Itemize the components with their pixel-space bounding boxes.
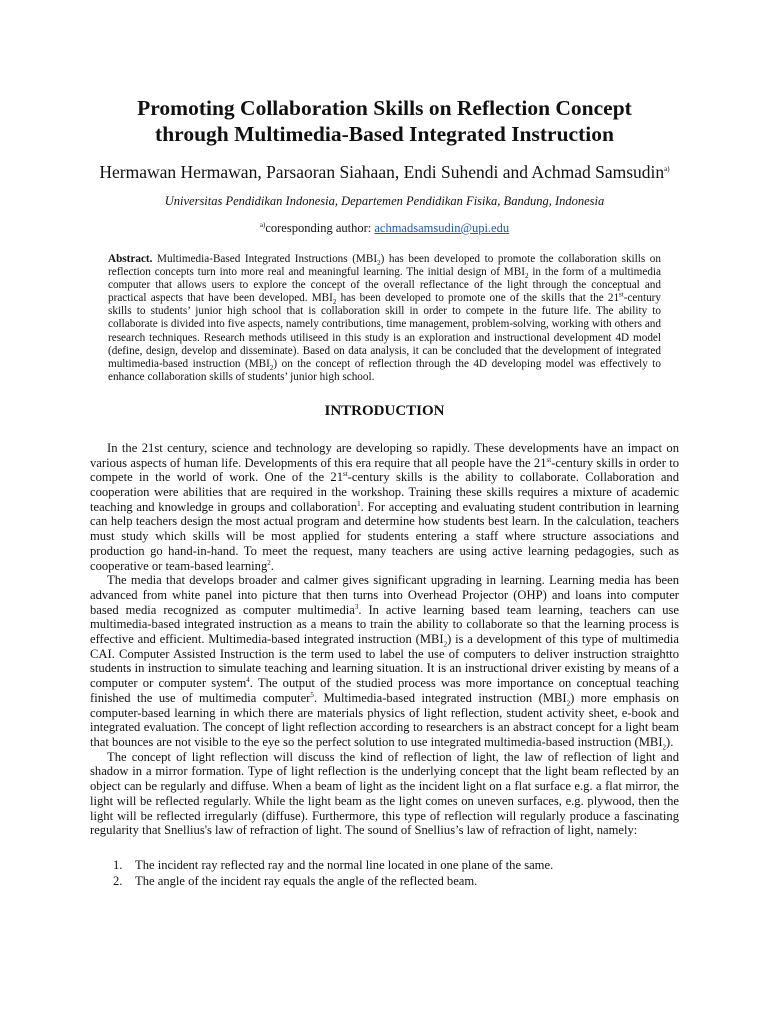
author-list <box>90 161 679 183</box>
paragraph-text: . The output of the studied process was more importance on conceptual teaching finished the use of multimedia computer <box>90 676 679 705</box>
subscript: 2 <box>377 259 381 268</box>
body-paragraph-2 <box>90 573 680 752</box>
list-number: 1. <box>113 857 123 872</box>
abstract-text: ) has been developed to promote the collaboration skills on reflection concepts turn into more real and meaningful learning. The initial design of MBI <box>108 253 661 279</box>
corresponding-label: coresponding author: <box>265 221 375 235</box>
subscript: 2 <box>332 298 337 307</box>
list-item <box>90 873 679 889</box>
body-paragraph-3: The concept of light reflection will discuss the kind of reflection of light, the law of reflection of light and shadow in a mirror formation. Type of light reflection is the underlying concept that the light beam reflected by an object can be regularly and diffuse. When a beam of light as the incident light on a flat surface e.g. a flat mirror, the light will be reflected regularly. While the light beam as the light comes on uneven surfaces, e.g. plywood, then the light will be reflected irregularly (diffuse). Furthermore, this type of reflection will regularly produce a fascinating regularity that Snellius's law of refraction of light. The sound of Snellius’s law of refraction of light, namely: <box>90 749 679 838</box>
body-paragraph-1 <box>90 441 679 573</box>
subscript: 2 <box>269 363 274 372</box>
paragraph-text: . <box>270 558 274 573</box>
list-number: 2. <box>113 873 123 888</box>
authors-text: Hermawan Hermawan, Parsaoran Siahaan, Endi Suhendi and Achmad Samsudin <box>99 162 665 182</box>
paragraph-text: . Multimedia-based integrated instruction (MBI <box>313 690 567 705</box>
citation-ref: 5 <box>310 690 314 699</box>
title-line-2: through Multimedia-Based Integrated Instruction <box>155 122 614 146</box>
subscript: 2 <box>566 699 571 708</box>
corresponding-mark: a) <box>259 220 266 229</box>
superscript: st <box>343 470 348 479</box>
section-heading-introduction: INTRODUCTION <box>324 402 445 419</box>
abstract-text: Multimedia-Based Integrated Instructions (MBI <box>152 253 378 265</box>
affiliation: Universitas Pendidikan Indonesia, Departemen Pendidikan Fisika, Bandung, Indonesia <box>164 194 605 208</box>
corresponding-author <box>90 220 679 236</box>
paragraph-text: ). <box>666 735 674 749</box>
superscript: st <box>546 455 552 464</box>
list-text: The incident ray reflected ray and the normal line located in one plane of the same. <box>135 857 554 872</box>
superscript: st <box>619 290 624 299</box>
abstract-text: ) on the concept of reflection through the 4D developing model was effectively to enhance collaboration skills of students’ junior high school. <box>108 357 661 383</box>
paragraph-text: ) more emphasis on computer-based learning in which there are materials physics of light reflection, student activity sheet, e-book and integrated evaluation. The concept of light reflection according to researchers is an abstract concept for a light beam that bounces are not visible to the eye so the perfect solution to use integrated multimedia-based instruction (MBI <box>90 690 680 749</box>
abstract <box>108 253 661 384</box>
corresponding-email-link[interactable]: achmadsamsudin@upi.edu <box>374 221 510 235</box>
paragraph-text: -century skills in order to compete in the world of work. One of the 21 <box>90 455 679 485</box>
abstract-text: in the form of a multimedia computer that allows users to explore the concept of the overall reflectance of the light through the conceptual and practical aspects that have been developed. MBI <box>108 266 662 305</box>
paragraph-text: The media that develops broader and calmer gives significant upgrading in learning. Learning media has been advanced from white panel into picture that then turns into Overhead Projector (OHP) and loans into computer based media recognized as computer multimedia <box>90 573 679 617</box>
paragraph-text: -century skills is the ability to collaborate. Collaboration and cooperation were abilities that are required in the workshop. Training these skills requires a mixture of academic teaching and knowledge in groups and collaboration <box>90 470 679 514</box>
paper-title <box>90 0 679 147</box>
citation-ref: 1 <box>357 499 361 508</box>
title-line-1: Promoting Collaboration Skills on Reflection Concept <box>137 96 632 120</box>
paragraph-text: ) is a development of this type of multimedia CAI. Computer Assisted Instruction is the term used to label the use of computers to deliver instruction straightto students in instruction to simulate teaching and learning situation. It is an instructional driver existing by means of a computer or computer system <box>90 632 680 691</box>
abstract-text: -century skills to students’ junior high school that is collaboration skill in order to compete in the future life. The ability to collaborate is divided into five aspects, namely contributions, time management, problem-solving, working with others and research techniques. Research methods utiliseed in this study is an exploration and instructional development 4D model (define, design, develop and disseminate). Based on data analysis, it can be concluded that the development of integrated multimedia-based instruction (MBI <box>108 292 661 370</box>
abstract-label: Abstract. <box>108 253 153 265</box>
list-text: The angle of the incident ray equals the angle of the reflected beam. <box>135 873 478 888</box>
citation-ref: 3 <box>354 602 359 611</box>
citation-ref: 2 <box>267 558 271 567</box>
abstract-text: has been developed to promote one of the skills that the 21 <box>336 292 620 305</box>
author-mark: a) <box>664 165 670 174</box>
citation-ref: 4 <box>246 676 250 684</box>
subscript: 2 <box>524 272 529 281</box>
subscript: 2 <box>662 743 667 752</box>
subscript: 2 <box>443 640 448 649</box>
paragraph-text: In the 21st century, science and technology are developing so rapidly. These developments have an impact on various aspects of human life. Developments of this era require that all people have the 21 <box>90 440 679 470</box>
list-item <box>90 857 679 873</box>
reflection-law-list <box>90 857 679 889</box>
paragraph-text: . In active learning based team learning, teachers can use multimedia-based integrated instruction as a means to train the ability to collaborate so that the learning process is effective and efficient. Multimedia-based integrated instruction (MBI <box>90 602 679 647</box>
paragraph-text: . For accepting and evaluating student contribution in learning can help teachers design the most actual program and determine how students best learn. In the calculation, teachers must study which skills will be most applied for students entering a staff where structure associations and production go hand-in-hand. To meet the request, many teachers are using active learning pedagogies, such as cooperative or team-based learning <box>90 499 679 573</box>
